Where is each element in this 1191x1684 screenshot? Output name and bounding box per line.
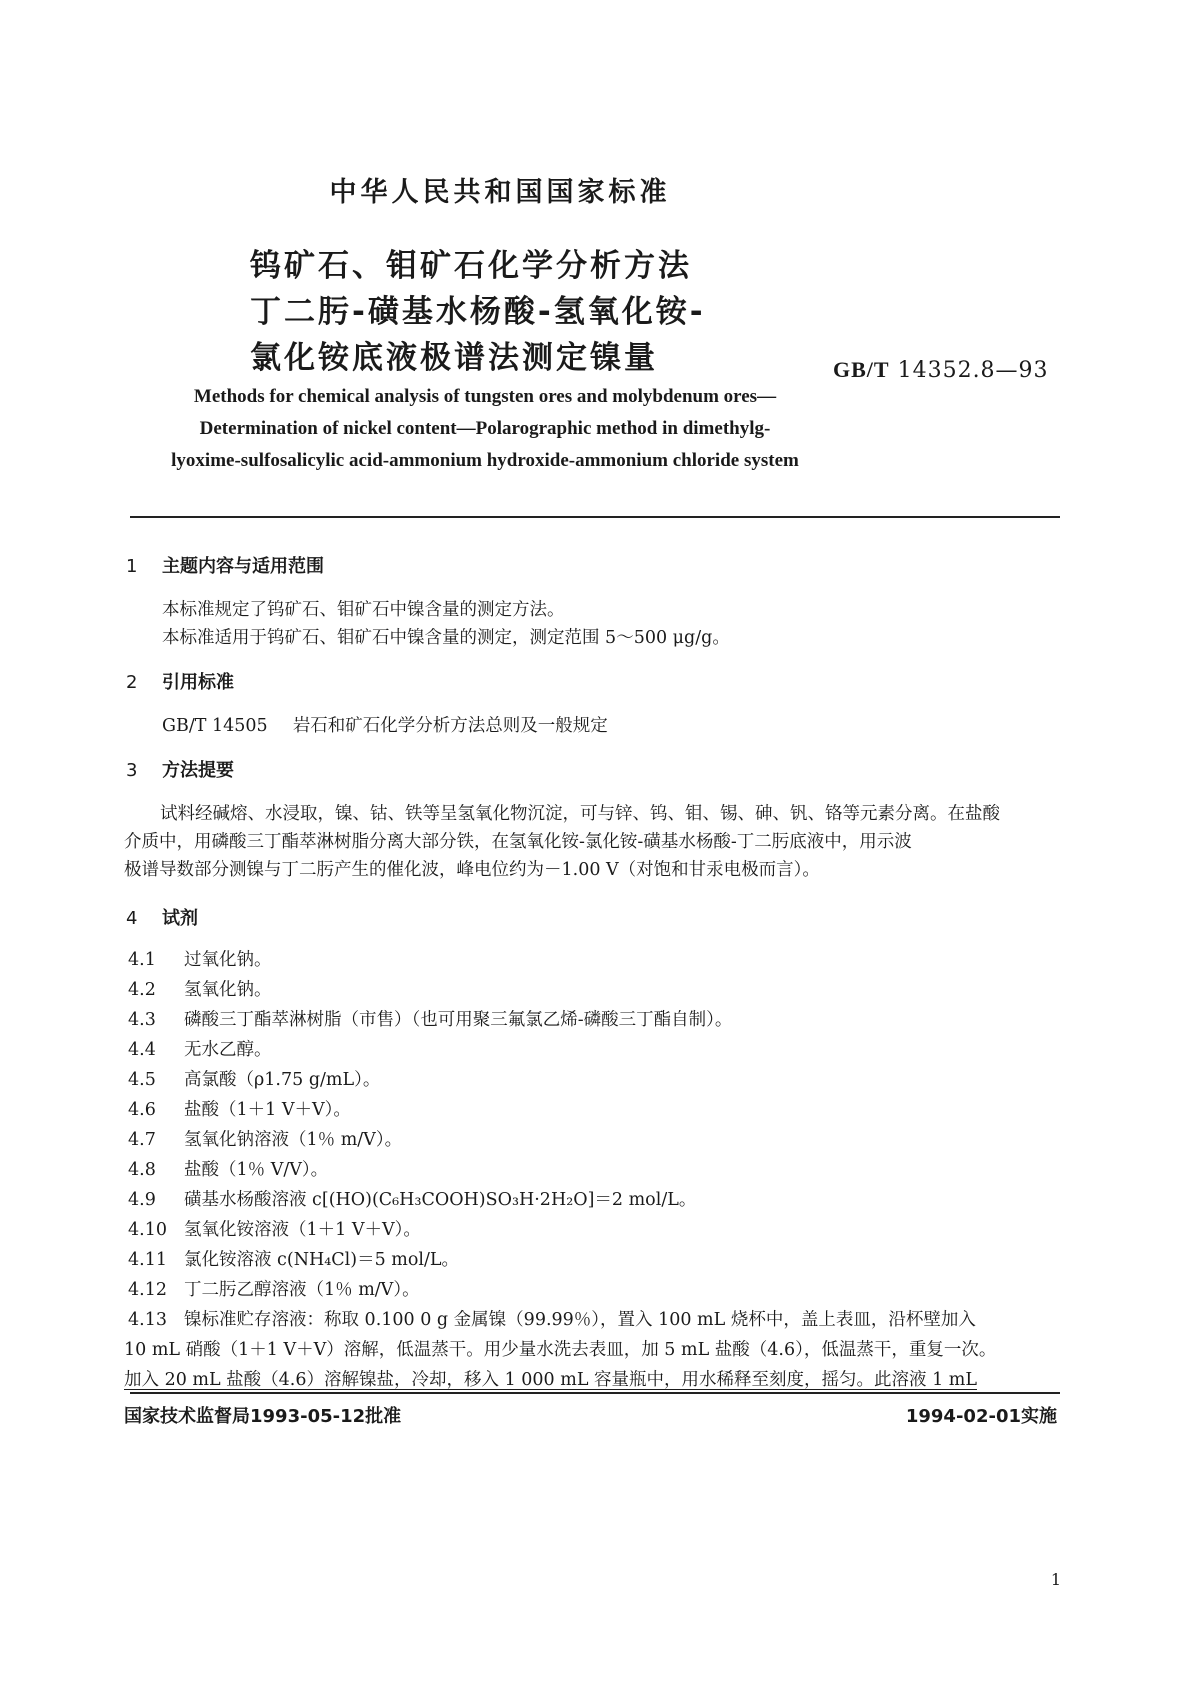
reagent-item: 4.10 氢氧化铵溶液（1＋1 V＋V）。: [128, 1220, 421, 1240]
reagent-item: 4.2 氢氧化钠。: [128, 980, 272, 1000]
reagent-item: 4.4 无水乙醇。: [128, 1040, 272, 1060]
english-title-line-2: Determination of nickel content—Polarographic method in dimethylg-: [199, 418, 771, 439]
title-divider: [130, 516, 1060, 518]
reagent-item: 4.5 高氯酸（ρ1.75 g/mL）。: [128, 1070, 381, 1090]
standard-code-prefix: GB/T: [833, 357, 890, 382]
section-4-number: 4: [126, 908, 138, 929]
english-title-line-1: Methods for chemical analysis of tungsten ores and molybdenum ores—: [193, 386, 777, 407]
reference-title: 岩石和矿石化学分析方法总则及一般规定: [292, 716, 608, 736]
section-4-heading: [126, 904, 198, 930]
section-2-title: 引用标准: [162, 672, 234, 693]
implementation-date: 1994-02-01实施: [905, 1406, 1057, 1427]
reagent-item-4-13-line-2: 10 mL 硝酸（1＋1 V＋V）溶解，低温蒸干。用少量水洗去表皿，加 5 mL 盐酸（4.6），低温蒸干，重复一次。: [124, 1340, 997, 1360]
section-1-number: 1: [126, 556, 138, 577]
reagent-item: 4.8 盐酸（1％ V/V）。: [128, 1160, 329, 1180]
section-3-line-2: 介质中，用磷酸三丁酯萃淋树脂分离大部分铁，在氢氧化铵-氯化铵-磺基水杨酸-丁二肟底液中，用示波: [124, 832, 912, 852]
page-number: 1: [1050, 1570, 1061, 1589]
approval-date: 国家技术监督局1993-05-12批准: [124, 1406, 402, 1427]
section-3-line-3: 极谱导数部分测镍与丁二肟产生的催化波，峰电位约为－1.00 V（对饱和甘汞电极而言）。: [124, 860, 820, 880]
section-1-paragraph-1: 本标准规定了钨矿石、钼矿石中镍含量的测定方法。: [162, 600, 565, 620]
section-2-number: 2: [126, 672, 138, 693]
section-1-title: 主题内容与适用范围: [162, 556, 324, 577]
reference-standard: [162, 712, 608, 737]
english-title-line-3: lyoxime-sulfosalicylic acid-ammonium hydroxide-ammonium chloride system: [171, 450, 799, 471]
reagent-item: 4.12 丁二肟乙醇溶液（1％ m/V）。: [128, 1280, 420, 1300]
section-3-line-1: 试料经碱熔、水浸取，镍、钴、铁等呈氢氧化物沉淀，可与锌、钨、钼、锡、砷、钒、铬等元素分离。在盐酸: [160, 804, 1000, 824]
standard-code-number: 14352.8—93: [897, 358, 1049, 383]
footer-divider: [130, 1392, 1060, 1394]
section-3-heading: [126, 756, 234, 782]
title-line-2: 丁二肟-磺基水杨酸-氢氧化铵-: [250, 294, 706, 330]
section-2-heading: [126, 668, 234, 694]
section-3-title: 方法提要: [162, 760, 234, 781]
section-1-heading: [126, 552, 324, 578]
title-line-1: 钨矿石、钼矿石化学分析方法: [250, 248, 692, 284]
reagent-item: 4.3 磷酸三丁酯萃淋树脂（市售）（也可用聚三氟氯乙烯-磷酸三丁酯自制）。: [128, 1010, 733, 1030]
standard-category-heading: 中华人民共和国国家标准: [329, 177, 671, 208]
standard-code: [833, 357, 1049, 383]
reagent-item-4-13-line-3: 加入 20 mL 盐酸（4.6）溶解镍盐，冷却，移入 1 000 mL 容量瓶中，用水稀释至刻度，摇匀。此溶液 1 mL: [124, 1370, 977, 1390]
reagent-item: 4.1 过氧化钠。: [128, 950, 272, 970]
reference-code: GB/T 14505: [162, 716, 268, 736]
section-4-title: 试剂: [162, 908, 198, 929]
reagent-item: 4.9 磺基水杨酸溶液 c[(HO)(C₆H₃COOH)SO₃H·2H₂O]＝2 mol/L。: [128, 1190, 697, 1210]
reagent-item-4-13: 4.13 镍标准贮存溶液：称取 0.100 0 g 金属镍（99.99％），置入 100 mL 烧杯中，盖上表皿，沿杯壁加入: [128, 1310, 976, 1330]
section-1-paragraph-2: 本标准适用于钨矿石、钼矿石中镍含量的测定，测定范围 5～500 μg/g。: [162, 628, 730, 648]
reagent-item: 4.6 盐酸（1＋1 V＋V）。: [128, 1100, 351, 1120]
title-line-3: 氯化铵底液极谱法测定镍量: [250, 340, 658, 376]
reagent-item: 4.7 氢氧化钠溶液（1％ m/V）。: [128, 1130, 403, 1150]
reagent-item: 4.11 氯化铵溶液 c(NH₄Cl)＝5 mol/L。: [128, 1250, 460, 1270]
section-3-number: 3: [126, 760, 138, 781]
